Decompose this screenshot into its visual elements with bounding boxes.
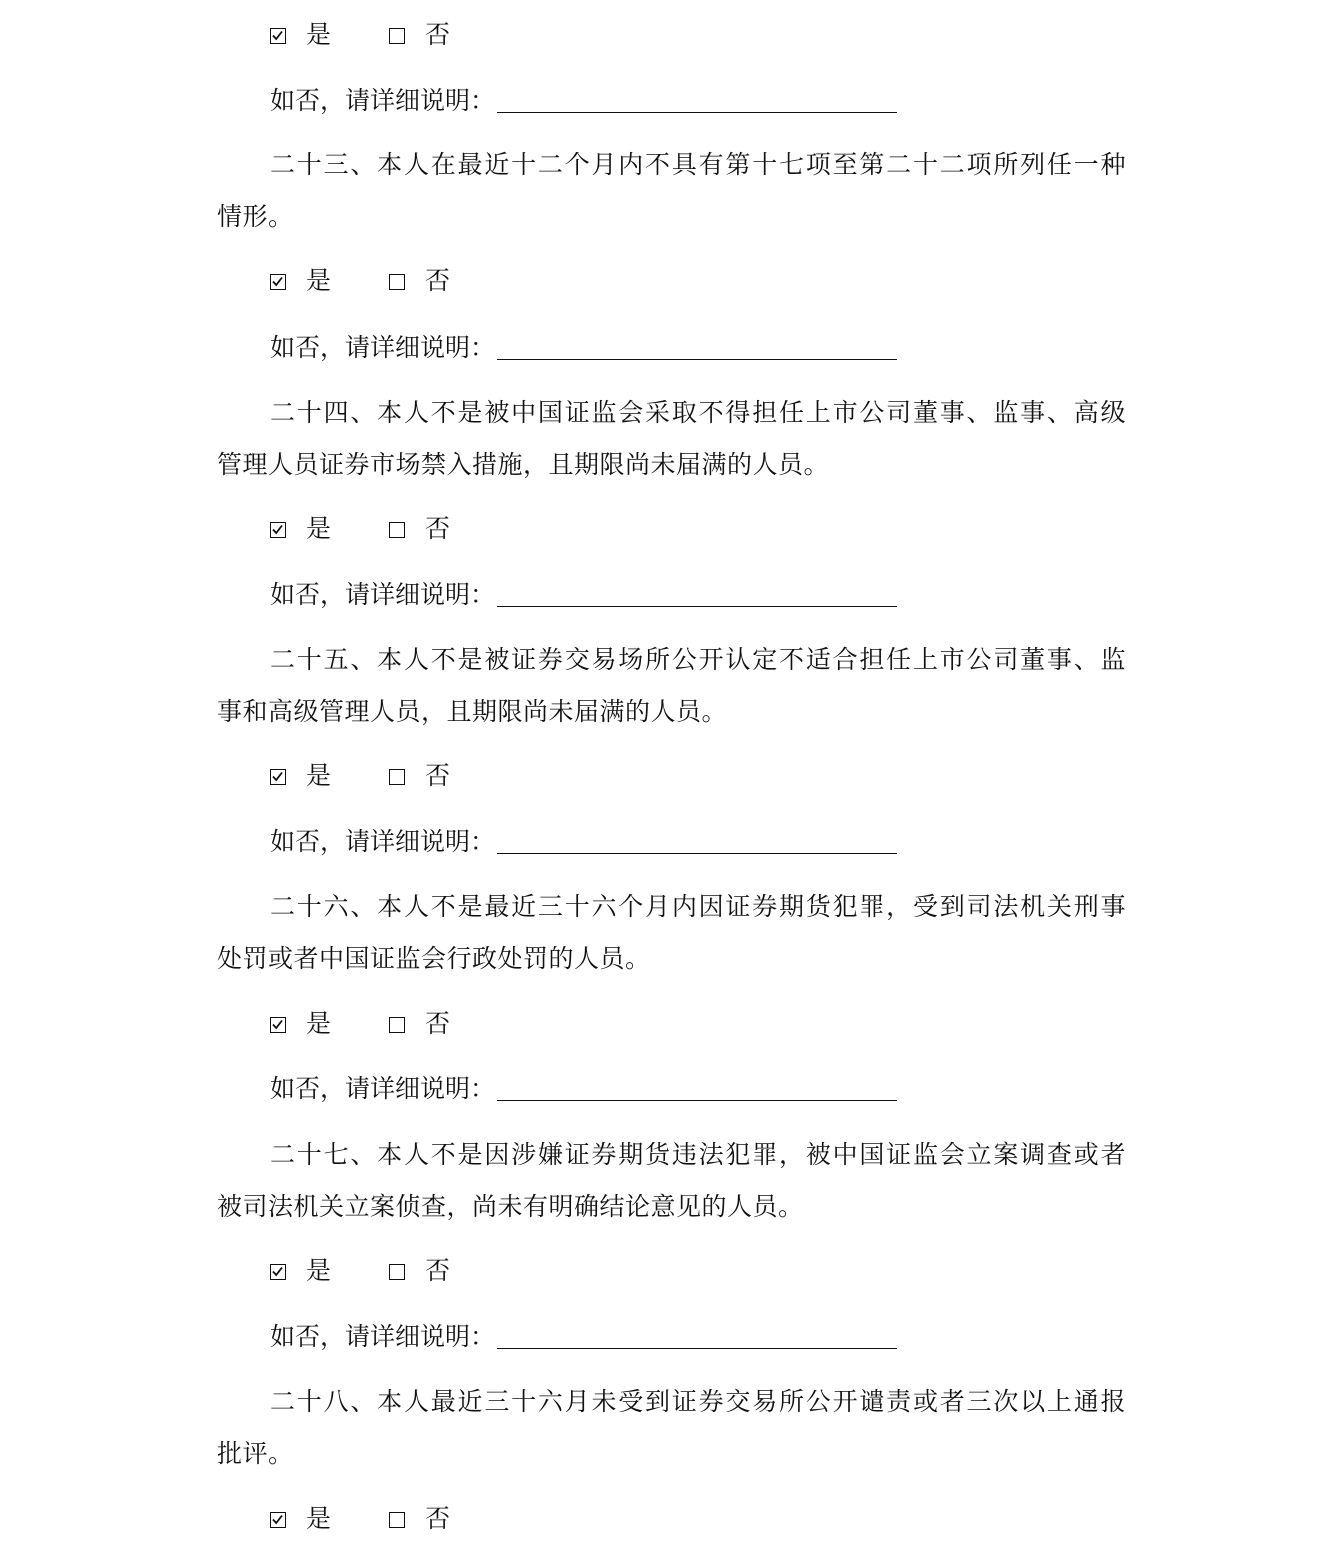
yes-label: 是 (306, 514, 332, 543)
clause-text-line: 二十八、本人最近三十六月未受到证券交易所公开谴责或者三次以上通报 (270, 1387, 1126, 1416)
checked-box-icon[interactable] (270, 274, 286, 290)
explanation-line (270, 333, 897, 363)
explanation-blank-field[interactable] (497, 584, 897, 607)
explanation-blank-field[interactable] (497, 90, 897, 113)
yes-option[interactable] (270, 761, 331, 791)
explanation-label: 如否，请详细说明： (270, 333, 496, 362)
clause-text-line: 二十三、本人在最近十二个月内不具有第十七项至第二十二项所列任一种 (270, 150, 1126, 179)
no-option[interactable] (389, 514, 450, 544)
unchecked-box-icon[interactable] (389, 1017, 405, 1033)
clause-text-line: 情形。 (217, 202, 294, 231)
explanation-line (270, 827, 897, 857)
yes-label: 是 (306, 266, 332, 295)
explanation-label: 如否，请详细说明： (270, 1322, 496, 1351)
explanation-label: 如否，请详细说明： (270, 86, 496, 115)
yes-option[interactable] (270, 20, 331, 50)
yes-label: 是 (306, 761, 332, 790)
no-option[interactable] (389, 20, 450, 50)
unchecked-box-icon[interactable] (389, 28, 405, 44)
explanation-label: 如否，请详细说明： (270, 827, 496, 856)
explanation-blank-field[interactable] (497, 831, 897, 854)
yes-label: 是 (306, 1504, 332, 1533)
explanation-line (270, 86, 897, 116)
no-option[interactable] (389, 1009, 450, 1039)
unchecked-box-icon[interactable] (389, 1264, 405, 1280)
yes-label: 是 (306, 20, 332, 49)
checked-box-icon[interactable] (270, 28, 286, 44)
checked-box-icon[interactable] (270, 1017, 286, 1033)
no-label: 否 (425, 20, 451, 49)
yes-option[interactable] (270, 1504, 331, 1534)
explanation-line (270, 580, 897, 610)
no-option[interactable] (389, 761, 450, 791)
checked-box-icon[interactable] (270, 769, 286, 785)
no-option[interactable] (389, 1504, 450, 1534)
explanation-blank-field[interactable] (497, 1326, 897, 1349)
clause-text-line: 二十六、本人不是最近三十六个月内因证券期货犯罪，受到司法机关刑事 (270, 892, 1126, 921)
yes-option[interactable] (270, 1256, 331, 1286)
yes-option[interactable] (270, 1009, 331, 1039)
yes-option[interactable] (270, 514, 331, 544)
explanation-line (270, 1322, 897, 1352)
explanation-label: 如否，请详细说明： (270, 1074, 496, 1103)
clause-text-line: 管理人员证券市场禁入措施，且期限尚未届满的人员。 (217, 450, 830, 479)
checked-box-icon[interactable] (270, 1264, 286, 1280)
clause-text-line: 被司法机关立案侦查，尚未有明确结论意见的人员。 (217, 1192, 804, 1221)
no-label: 否 (425, 514, 451, 543)
checked-box-icon[interactable] (270, 1512, 286, 1528)
yes-option[interactable] (270, 266, 331, 296)
no-label: 否 (425, 266, 451, 295)
checked-box-icon[interactable] (270, 522, 286, 538)
clause-text-line: 批评。 (217, 1439, 294, 1468)
no-option[interactable] (389, 1256, 450, 1286)
clause-text-line: 二十七、本人不是因涉嫌证券期货违法犯罪，被中国证监会立案调查或者 (270, 1140, 1126, 1169)
unchecked-box-icon[interactable] (389, 274, 405, 290)
unchecked-box-icon[interactable] (389, 522, 405, 538)
clause-text-line: 处罚或者中国证监会行政处罚的人员。 (217, 944, 651, 973)
explanation-label: 如否，请详细说明： (270, 580, 496, 609)
unchecked-box-icon[interactable] (389, 769, 405, 785)
yes-label: 是 (306, 1256, 332, 1285)
clause-text-line: 二十五、本人不是被证券交易场所公开认定不适合担任上市公司董事、监 (270, 645, 1126, 674)
explanation-blank-field[interactable] (497, 337, 897, 360)
no-label: 否 (425, 1009, 451, 1038)
unchecked-box-icon[interactable] (389, 1512, 405, 1528)
clause-text-line: 事和高级管理人员，且期限尚未届满的人员。 (217, 697, 728, 726)
no-label: 否 (425, 1504, 451, 1533)
clause-text-line: 二十四、本人不是被中国证监会采取不得担任上市公司董事、监事、高级 (270, 398, 1126, 427)
no-label: 否 (425, 761, 451, 790)
yes-label: 是 (306, 1009, 332, 1038)
no-label: 否 (425, 1256, 451, 1285)
no-option[interactable] (389, 266, 450, 296)
explanation-blank-field[interactable] (497, 1078, 897, 1101)
explanation-line (270, 1074, 897, 1104)
